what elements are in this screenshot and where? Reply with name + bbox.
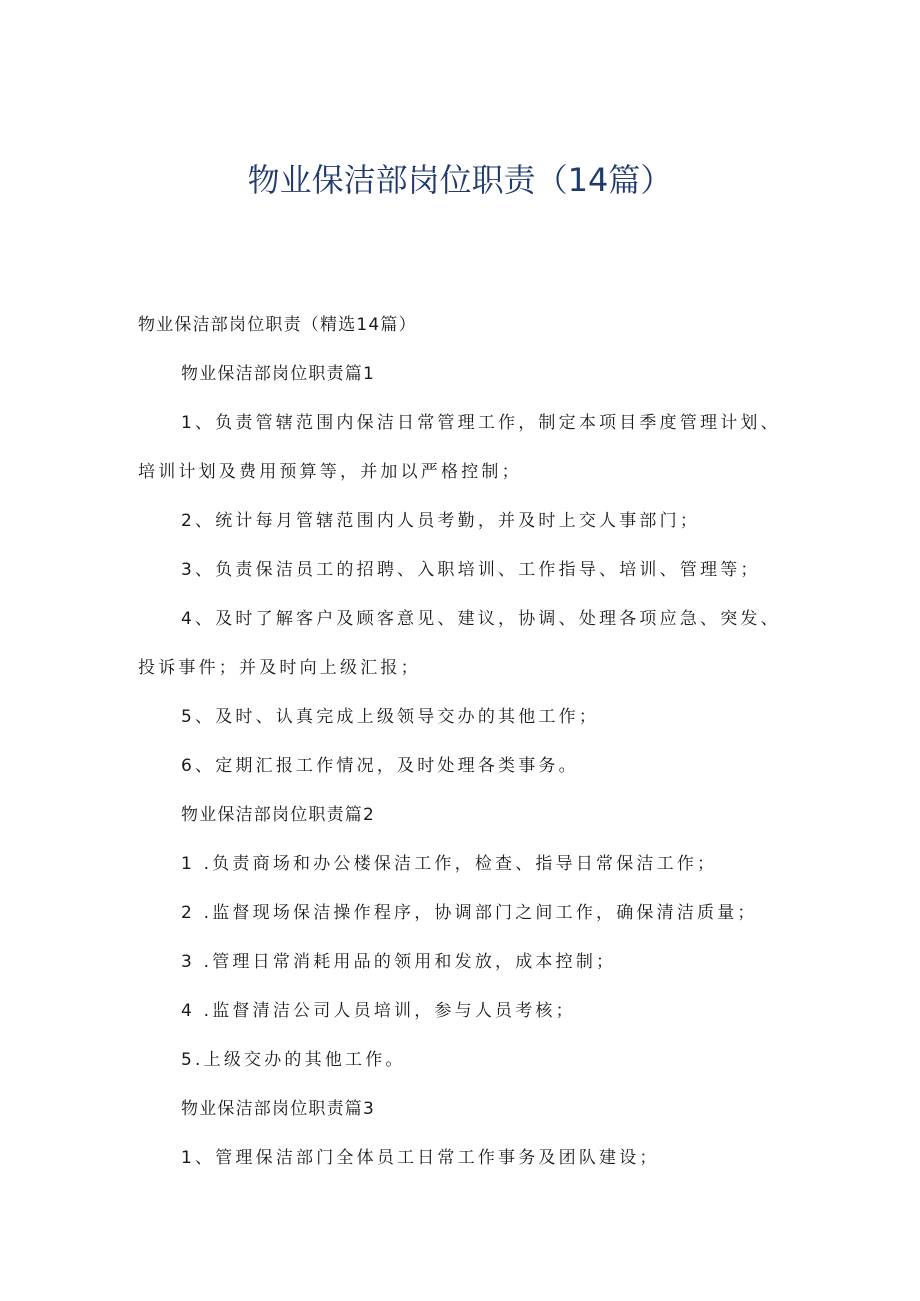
paragraph-line: 6、定期汇报工作情况，及时处理各类事务。 [181, 756, 579, 776]
paragraph-line: 5.上级交办的其他工作。 [181, 1050, 406, 1070]
paragraph-line: 1、负责管辖范围内保洁日常管理工作，制定本项目季度管理计划、 [181, 413, 781, 433]
paragraph-line: 4 .监督清洁公司人员培训，参与人员考核； [181, 1001, 576, 1021]
paragraph-line: 5、及时、认真完成上级领导交办的其他工作； [181, 707, 600, 727]
paragraph-line: 3 .管理日常消耗用品的领用和发放，成本控制； [181, 952, 617, 972]
paragraph-line: 3、负责保洁员工的招聘、入职培训、工作指导、培训、管理等； [181, 560, 761, 580]
section-heading-2: 物业保洁部岗位职责篇2 [181, 805, 376, 825]
paragraph-line: 投诉事件；并及时向上级汇报； [138, 658, 421, 678]
paragraph-line: 培训计划及费用预算等，并加以严格控制； [138, 462, 522, 482]
document-subtitle: 物业保洁部岗位职责（精选14篇） [138, 315, 417, 335]
document-title: 物业保洁部岗位职责（14篇） [247, 161, 673, 199]
paragraph-line: 4、及时了解客户及顾客意见、建议，协调、处理各项应急、突发、 [181, 609, 781, 629]
paragraph-line: 2、统计每月管辖范围内人员考勤，并及时上交人事部门； [181, 511, 701, 531]
section-heading-3: 物业保洁部岗位职责篇3 [181, 1099, 376, 1119]
section-heading-1: 物业保洁部岗位职责篇1 [181, 364, 376, 384]
paragraph-line: 1、管理保洁部门全体员工日常工作事务及团队建设； [181, 1148, 660, 1168]
paragraph-line: 1 .负责商场和办公楼保洁工作，检查、指导日常保洁工作； [181, 854, 718, 874]
paragraph-line: 2 .监督现场保洁操作程序，协调部门之间工作，确保清洁质量； [181, 903, 758, 923]
